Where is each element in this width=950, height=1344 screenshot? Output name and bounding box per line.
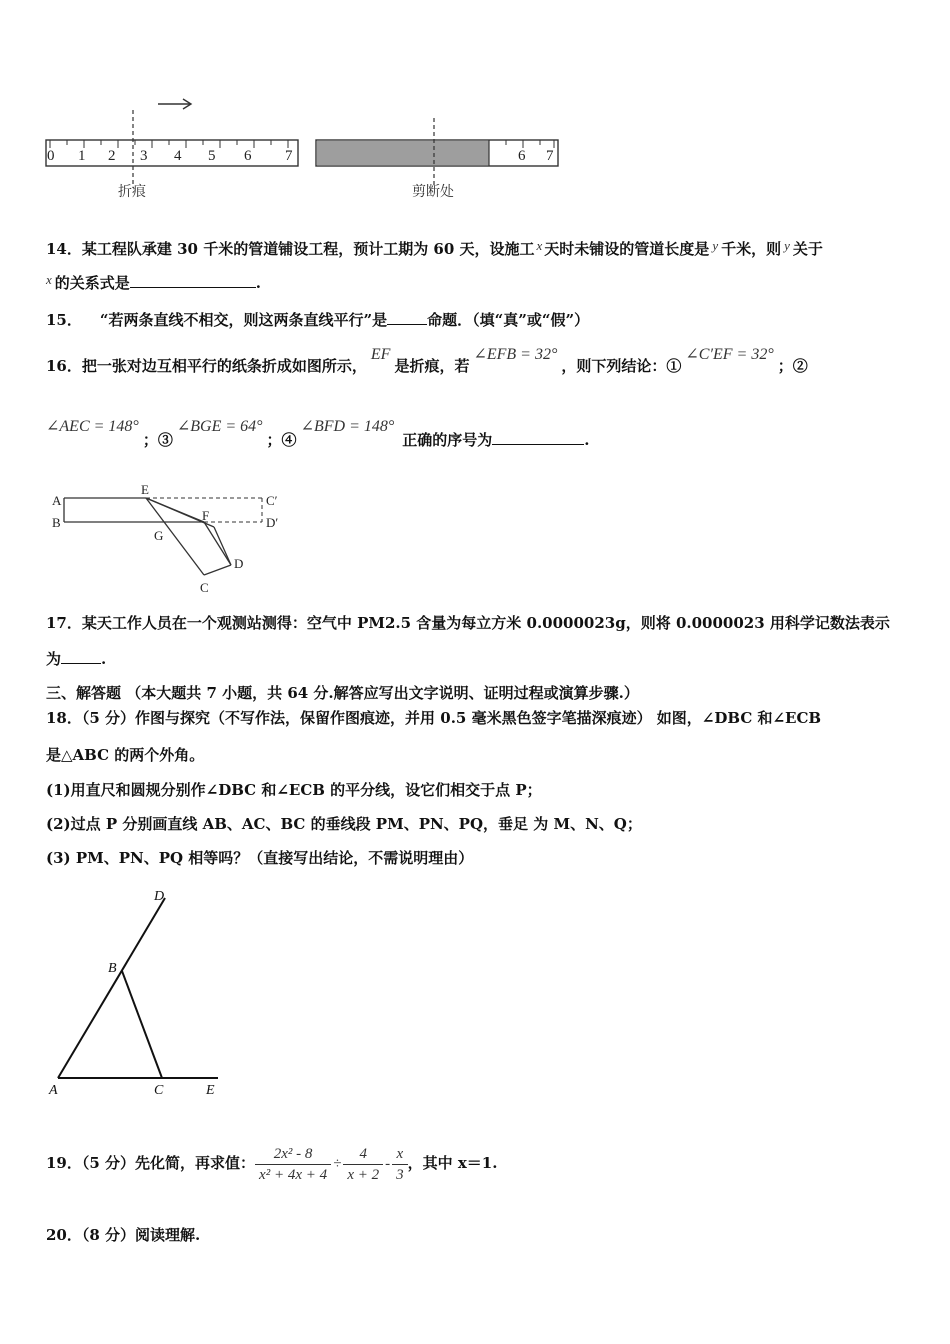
ruler-tick: 1 (78, 148, 86, 164)
answer-blank[interactable] (492, 429, 584, 445)
ruler-tick: 5 (208, 148, 216, 164)
q16-text: 把一张对边互相平行的纸条折成如图所示， (81, 357, 367, 375)
fraction-1-denominator: x² + 4x + 4 (259, 1166, 328, 1183)
point-b-label: B (108, 961, 117, 976)
point-g-label: G (154, 528, 164, 543)
q16-text: ；② (777, 357, 808, 375)
question-number: 15． (46, 311, 82, 329)
question-14 (46, 238, 823, 259)
q14-text: 的关系式是 (54, 274, 130, 292)
fraction-1-numerator: 2x² - 8 (255, 1144, 331, 1165)
fraction-1 (255, 1144, 331, 1185)
fraction-2-numerator: 4 (343, 1144, 383, 1165)
question-17-line2 (46, 648, 106, 669)
ruler-tick: 3 (140, 148, 148, 164)
fraction-3 (392, 1144, 408, 1185)
point-e-label: E (206, 1083, 215, 1098)
ruler-tick: 4 (174, 148, 182, 164)
question-number: 14． (46, 240, 82, 258)
q14-end: . (255, 274, 262, 292)
point-d-label: D (154, 889, 165, 904)
var-x: x (536, 238, 543, 253)
q16-conclusion-1: ∠C′EF = 32° (685, 346, 774, 363)
cut-label: 剪断处 (412, 185, 454, 200)
q14-text: 关于 (792, 240, 823, 258)
question-18-part1: (1)用直尺和圆规分别作∠DBC 和∠ECB 的平分线，设它们相交于点 P； (46, 781, 542, 799)
question-18: 18．（5 分）作图与探究（不写作法，保留作图痕迹，并用 0.5 毫米黑色签字笔描深痕迹） 如图，∠DBC 和∠ECB (46, 709, 822, 727)
triangle-figure (40, 880, 240, 1110)
question-16-line2 (46, 415, 590, 455)
question-18-line2: 是△ABC 的两个外角。 (46, 746, 205, 764)
question-17 (46, 612, 890, 633)
q19-text: 19．（5 分）先化简，再求值： (46, 1154, 256, 1172)
var-x: x (46, 272, 52, 287)
q19-text: ，其中 x＝1. (407, 1154, 498, 1172)
answer-blank[interactable] (61, 648, 101, 664)
minus-sign: - (385, 1156, 391, 1172)
question-18-part2: (2)过点 P 分别画直线 AB、AC、BC 的垂线段 PM、PN、PQ，垂足 为 M、N、Q； (46, 815, 642, 833)
question-15 (46, 309, 589, 330)
ruler-tick: 7 (546, 148, 554, 164)
fraction-2-denominator: x + 2 (347, 1166, 380, 1183)
q16-condition: ∠EFB = 32° (473, 346, 558, 363)
q14-text: 千米，则 (721, 240, 782, 258)
point-c-label: C (200, 580, 209, 595)
answer-blank[interactable] (130, 272, 256, 288)
q14-text: 天时未铺设的管道长度是 (544, 240, 710, 258)
point-a-label: A (52, 493, 62, 508)
q17-text: 为 (46, 650, 62, 668)
point-d-prime-label: D′ (266, 515, 279, 530)
answer-blank[interactable] (387, 309, 427, 325)
q16-end: . (584, 431, 590, 449)
q16-text: ；③ (142, 431, 173, 449)
question-16 (46, 343, 808, 383)
q15-text: “若两条直线不相交，则这两条直线平行”是 (99, 311, 388, 329)
ruler-tick: 6 (518, 148, 526, 164)
ruler-tick: 2 (108, 148, 116, 164)
q16-text: 正确的序号为 (402, 431, 493, 449)
question-number: 17． (46, 614, 82, 632)
point-b-label: B (52, 515, 61, 530)
question-number: 16． (46, 357, 82, 375)
question-20: 20．（8 分）阅读理解. (46, 1226, 201, 1244)
q17-text: 某天工作人员在一个观测站测得：空气中 PM2.5 含量为每立方米 0.0000023g，则将 0.0000023 用科学记数法表示 (81, 614, 890, 632)
q16-conclusion-2: ∠AEC = 148° (46, 418, 139, 435)
fraction-3-numerator: x (392, 1144, 408, 1165)
var-y: y (784, 238, 790, 253)
point-c-label: C (154, 1083, 164, 1098)
q16-conclusion-3: ∠BGE = 64° (176, 418, 263, 435)
ruler-figure (40, 90, 570, 205)
point-f-label: F (202, 508, 210, 523)
section-heading: 三、解答题 （本大题共 7 小题，共 64 分.解答应写出文字说明、证明过程或演算步骤.） (46, 684, 639, 702)
point-d-label: D (234, 556, 244, 571)
ruler-tick: 6 (244, 148, 252, 164)
q17-end: . (101, 650, 107, 668)
question-18-part3: (3) PM、PN、PQ 相等吗？（直接写出结论，不需说明理由） (46, 849, 474, 867)
point-a-label: A (49, 1083, 58, 1098)
q15-text: 命题．（填“真”或“假”） (427, 311, 590, 329)
question-14-line2 (46, 272, 261, 293)
fold-figure (46, 478, 296, 598)
ruler-tick: 7 (285, 148, 293, 164)
var-y: y (712, 238, 719, 253)
divide-sign: ÷ (333, 1156, 342, 1172)
q16-text: ，则下列结论：① (561, 357, 682, 375)
point-c-prime-label: C′ (266, 493, 278, 508)
ruler-tick: 0 (47, 148, 55, 164)
point-e-label: E (141, 482, 149, 497)
fraction-3-denominator: 3 (396, 1166, 404, 1183)
fraction-2 (343, 1144, 383, 1185)
q16-text: 是折痕，若 (394, 357, 470, 375)
q16-text: ；④ (266, 431, 297, 449)
fold-label: 折痕 (118, 185, 146, 200)
q14-text: 某工程队承建 30 千米的管道铺设工程，预计工期为 60 天，设施工 (81, 240, 535, 258)
question-19 (46, 1138, 497, 1188)
q16-conclusion-4: ∠BFD = 148° (300, 418, 395, 435)
q16-ef: EF (370, 346, 391, 363)
